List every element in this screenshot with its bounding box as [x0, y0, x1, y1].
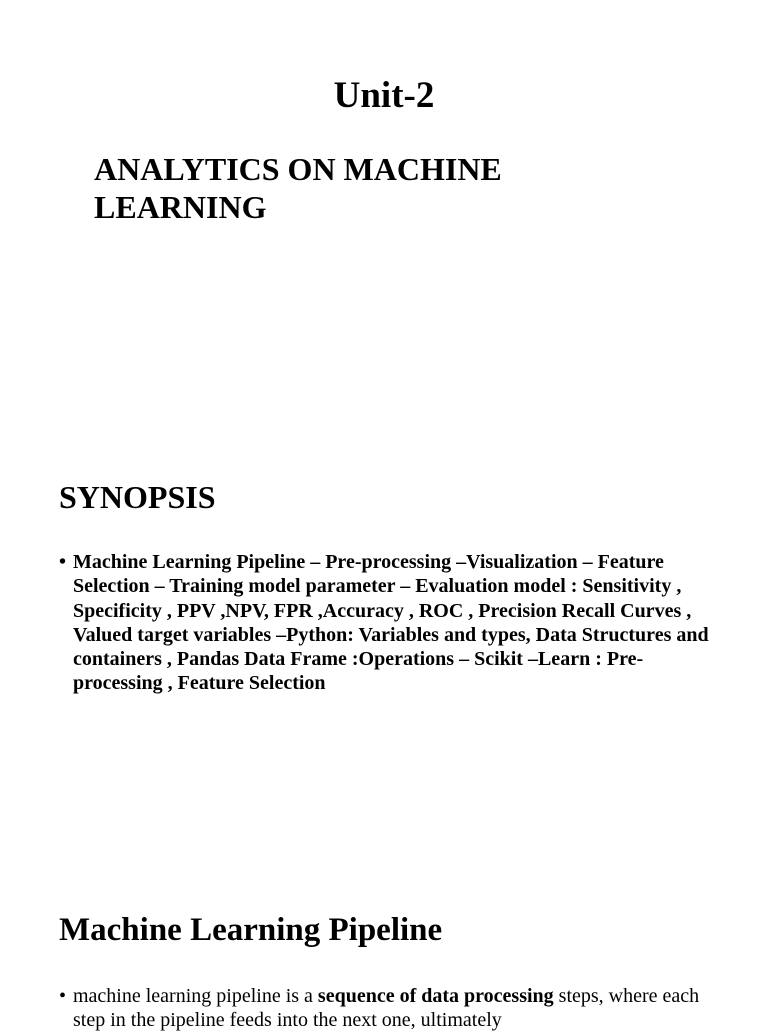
- synopsis-slide: [0, 440, 768, 880]
- list-item: [59, 550, 719, 696]
- bullet-icon: •: [59, 551, 67, 573]
- pipeline-slide: [0, 880, 768, 1031]
- list-item: [59, 984, 719, 1032]
- bullet-icon: •: [59, 985, 67, 1007]
- pipeline-text-emphasis: sequence of data processing: [317, 985, 554, 1007]
- title-slide: [0, 0, 768, 440]
- unit-subtitle: ANALYTICS ON MACHINE LEARNING: [94, 151, 502, 225]
- synopsis-text: Machine Learning Pipeline – Pre-processing –Visualization – Feature Selection – Training model parameter – Evaluation model : Sensitivity , Specificity , PPV ,NPV, FPR ,Accuracy , ROC , Precision Recall Curves , Valued target variables –Python: Variables and types, Data Structures and containers , Pandas Data Frame :Operations – Scikit –Learn : Pre-processing , Feature Selection: [73, 551, 709, 695]
- unit-title: Unit-2: [333, 75, 435, 116]
- pipeline-text-start: machine learning pipeline is a: [73, 985, 318, 1007]
- pipeline-bullet-list: [59, 984, 719, 1032]
- synopsis-heading: SYNOPSIS: [59, 479, 216, 515]
- synopsis-bullet-list: [59, 550, 719, 696]
- pipeline-heading: Machine Learning Pipeline: [59, 912, 443, 948]
- pipeline-text-end: steps, where each step in the pipeline feeds into the next one, ultimately: [73, 985, 700, 1031]
